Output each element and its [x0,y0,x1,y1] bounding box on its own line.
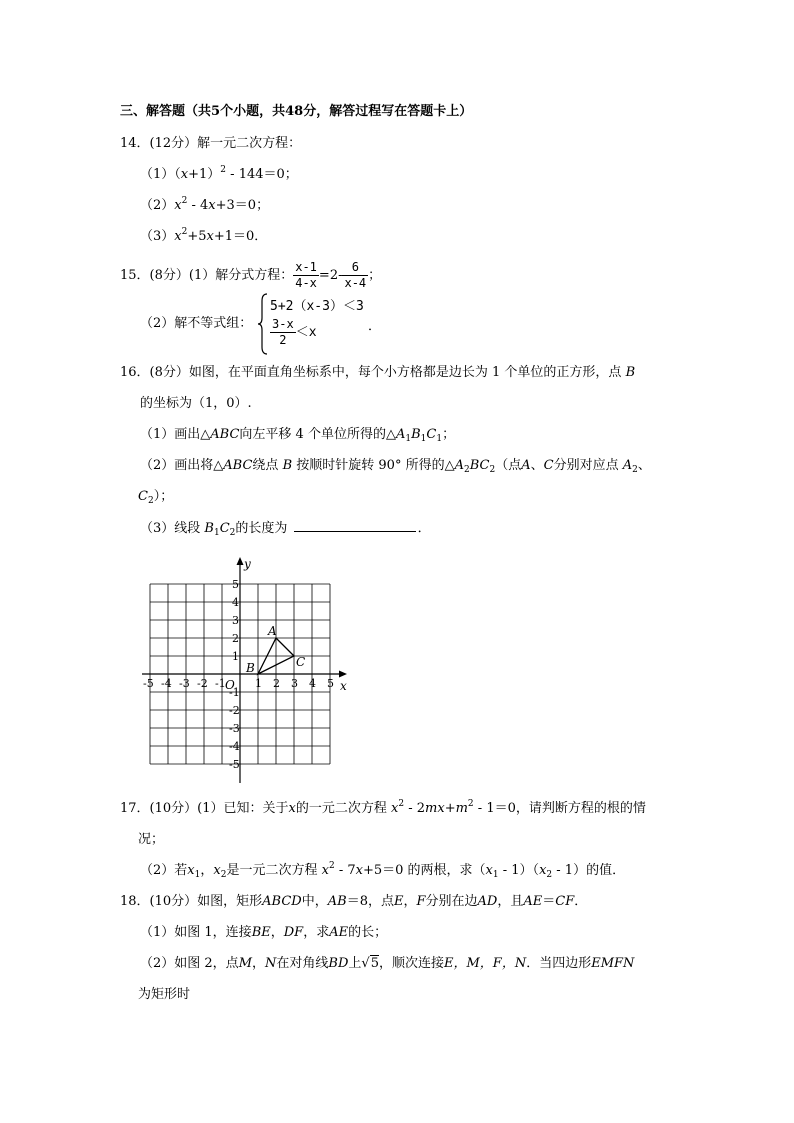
answer-blank[interactable] [294,519,416,532]
x-tick-label: 3 [291,677,298,690]
q14-part3: $(3)x^2+5x+1=0$． [140,227,268,244]
q15-period: ． [368,319,382,334]
fraction-2: $\frac{6}{x-4}$ [344,260,367,290]
fraction-1: $\frac{x-1}{4-x}$ [295,260,317,290]
q18-part2-line2: 为矩形时 [138,987,191,1002]
x-tick-label: -1 [215,677,226,690]
y-tick-label: 3 [232,614,239,627]
x-tick-label: -5 [143,677,154,690]
x-tick-label: 5 [327,677,334,690]
q18-part2-line1: （2）如图 2，点M，N在对角线BD上√5，顺次连接E，M，F，N．当四边形EMFN [140,956,635,971]
y-tick-label: -1 [229,686,240,699]
q14-stem: 14．(12分）解一元二次方程： [120,136,302,151]
point-b-label: B [246,661,255,675]
origin-label: O [225,678,235,692]
y-tick-label: 5 [232,578,239,591]
q17-part1-line2: 况； [138,832,165,847]
x-tick-label: 2 [273,677,280,690]
q16-part1: （1）画出△ABC向左平移 4 个单位所得的$\triangle A_1B_1C_1$； [140,427,456,444]
q16-part2-line1: （2）画出将△ABC绕点 B 按顺时针旋转 90° 所得的$\triangle A_2BC_2$（点A、C分别对应点 $A_2$、 [140,458,651,475]
q14-part1: $(1)(x+1)^2 - 144=0$； [140,165,298,182]
x-tick-label: -2 [197,677,208,690]
q17-part2: （2）若$x_1$，$x_2$是一元二次方程 $x^2 - 7x+5=0$ 的两根，求$(x_1 - 1)(x_2 - 1)$的值． [140,861,626,880]
y-tick-label: -2 [229,704,240,717]
x-tick-label: -3 [179,677,190,690]
y-tick-label: 4 [232,596,239,609]
point-a-label: A [268,624,277,638]
q18-part1: （1）如图 1，连接BE，DF，求AE的长； [140,925,388,940]
q14-part2: $(2)x^2 - 4x+3=0$； [140,196,270,213]
y-axis-label: y [244,557,251,571]
y-axis-arrow-icon [237,557,244,565]
coordinate-grid-figure [140,555,360,785]
q16-part3: （3）线段 $B_1C_2$的长度为 ． [140,521,431,538]
y-tick-label: -4 [229,740,240,753]
q17-part1-line1: 17．(10分）(1）已知：关于x的一元二次方程 $x^2 - 2mx+m^2 - 1=0$，请判断方程的根的情 [120,799,646,816]
x-axis-arrow-icon [339,671,347,678]
x-tick-label: -4 [161,677,172,690]
section-heading: 三、解答题（共5个小题，共48分，解答过程写在答题卡上） [120,104,473,119]
sqrt-symbol: √5 [361,956,379,971]
y-tick-label: -3 [229,722,240,735]
point-c-label: C [296,655,306,669]
q16-stem-line2: 的坐标为（1，0）. [140,396,252,411]
x-axis-label: x [340,679,347,693]
x-tick-label: 1 [255,677,262,690]
inequality-2: $\frac{3-x}{2}$ ＜x [272,317,317,347]
y-tick-label: 2 [232,632,239,645]
left-brace-icon [258,293,268,355]
y-tick-label: 1 [232,650,239,663]
q15-part2-label: （2）解不等式组： [140,316,253,331]
q16-part2-line2: $C_2$）； [138,489,174,506]
q16-stem-line1: 16．(8分）如图，在平面直角坐标系中，每个小方格都是边长为 1 个单位的正方形，点 B [120,365,636,380]
x-tick-label: 4 [309,677,316,690]
y-tick-label: -5 [229,758,240,771]
q18-stem: 18．(10分）如图，矩形ABCD中，AB＝8，点E，F分别在边AD，且AE＝CF． [120,894,588,909]
section-title: 三、解答题 [120,104,186,119]
q15-part1: 15．(8分）(1）解分式方程： $\frac{x-1}{4-x}$ =2- $\frac{6}{x-4}$ ； [120,260,382,290]
inequality-1: 5+2（x-3）＜3 [270,299,364,314]
